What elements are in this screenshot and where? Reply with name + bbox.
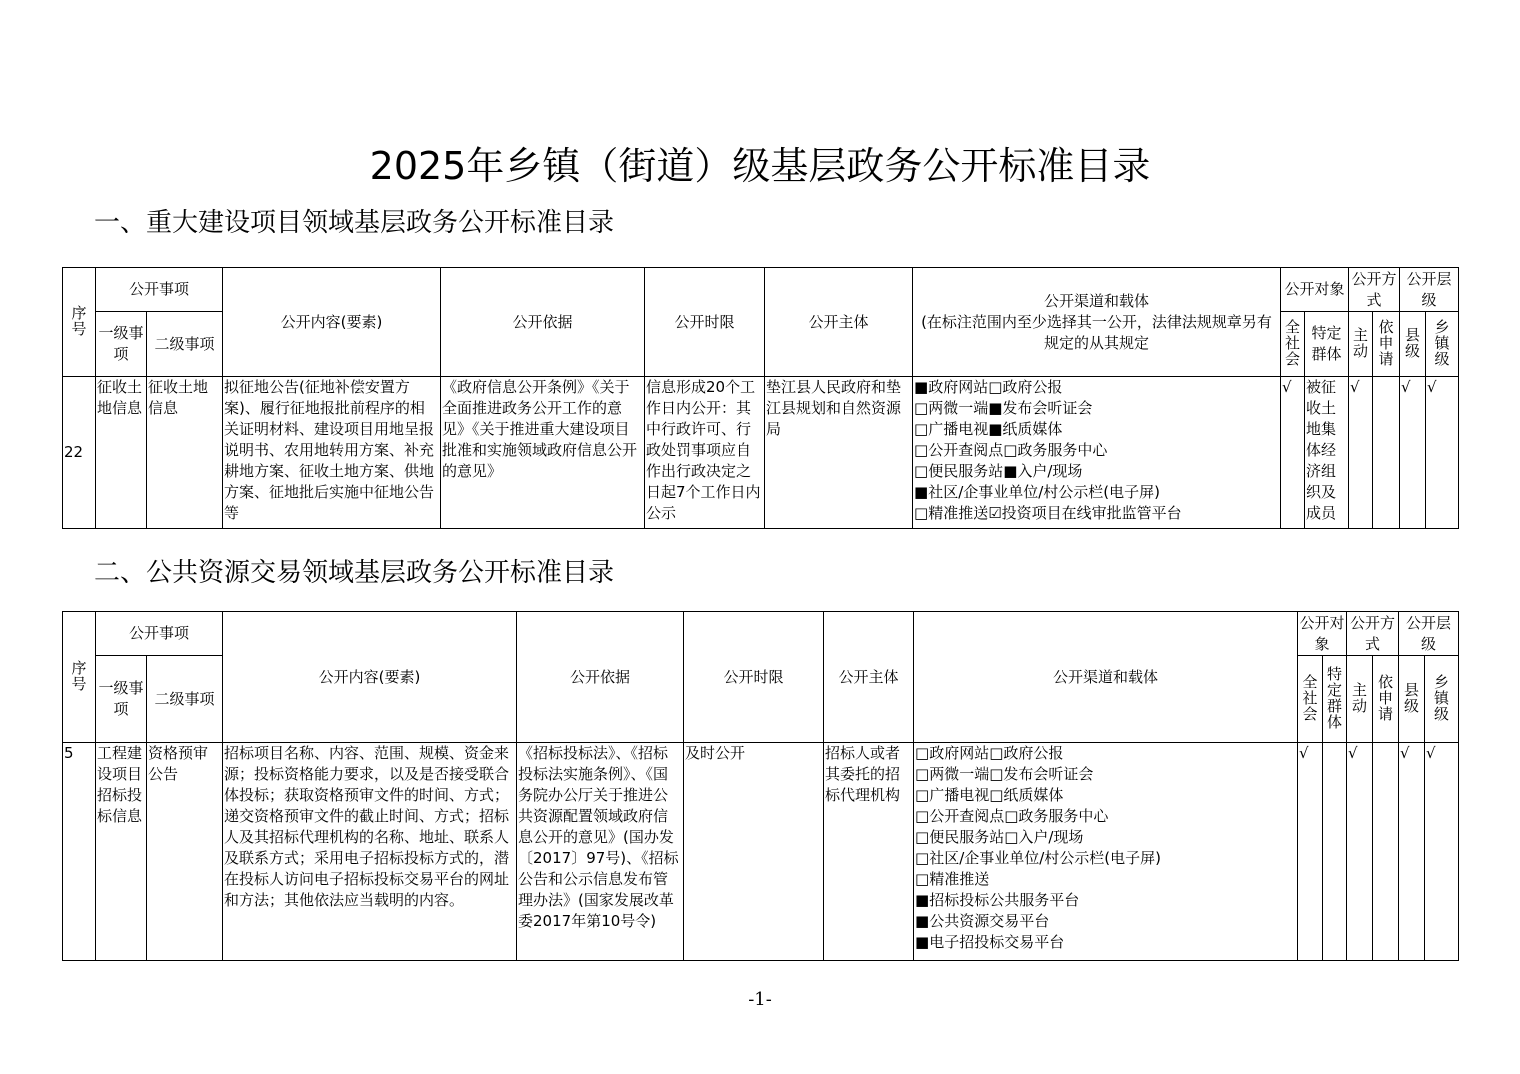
cell-specific-group: 被征收土地集体经济组织及成员 (1305, 377, 1349, 529)
header-active: 主动 (1349, 312, 1373, 377)
section-heading-major-projects: 一、重大建设项目领域基层政务公开标准目录 (94, 208, 615, 238)
header-subject: 公开主体 (824, 612, 914, 743)
page-number: -1- (748, 989, 772, 1010)
header-matter: 公开事项 (96, 612, 223, 656)
section-heading-public-resources: 二、公共资源交易领域基层政务公开标准目录 (94, 558, 615, 588)
header-county: 县级 (1399, 656, 1425, 743)
header-channel-note: (在标注范围内至少选择其一公开，法律法规规章另有规定的从其规定 (921, 312, 1272, 352)
cell-level2: 征收土地信息 (147, 377, 223, 529)
channel-line: □便民服务站■入户/现场 (914, 462, 1083, 480)
header-time: 公开时限 (645, 268, 765, 377)
header-all-society: 全社会 (1298, 656, 1323, 743)
header-level1: 一级事项 (96, 312, 147, 377)
public-resources-table (62, 611, 1459, 961)
header-channel-title: 公开渠道和载体 (1044, 291, 1150, 310)
header-level: 公开层级 (1399, 612, 1459, 656)
header-level1: 一级事项 (96, 656, 147, 743)
header-seq: 序号 (63, 612, 96, 743)
header-content: 公开内容(要素) (223, 612, 517, 743)
channel-line: □两微一端■发布会听证会 (914, 399, 1093, 417)
cell-on-request (1373, 377, 1400, 529)
cell-channels (914, 743, 1298, 961)
header-content: 公开内容(要素) (223, 268, 441, 377)
cell-seq: 5 (63, 743, 96, 961)
header-active: 主动 (1347, 656, 1373, 743)
header-time: 公开时限 (684, 612, 824, 743)
major-projects-table (62, 267, 1459, 529)
cell-basis: 《招标投标法》、《招标投标法实施条例》、《国务院办公厅关于推进公共资源配置领域政府信息公开的意见》(国办发〔2017〕97号)、《招标公告和公示信息发布管理办法》(国家发展改革委2017年第10号令) (517, 743, 684, 961)
header-on-request: 依申请 (1373, 312, 1400, 377)
channel-line: □精准推送☑投资项目在线审批监管平台 (914, 504, 1182, 522)
header-matter: 公开事项 (96, 268, 223, 312)
header-channel (913, 268, 1281, 377)
header-level: 公开层级 (1400, 268, 1459, 312)
channel-line: □公开查阅点□政务服务中心 (915, 807, 1109, 825)
header-mode: 公开方式 (1349, 268, 1400, 312)
cell-level1: 工程建设项目招标投标信息 (96, 743, 147, 961)
header-seq: 序号 (63, 268, 96, 377)
cell-county: √ (1399, 743, 1425, 961)
header-level2: 二级事项 (147, 312, 223, 377)
channel-line: ■社区/企事业单位/村公示栏(电子屏) (914, 483, 1161, 501)
cell-county: √ (1400, 377, 1426, 529)
channel-line: ■公共资源交易平台 (915, 912, 1050, 930)
header-basis: 公开依据 (517, 612, 684, 743)
header-township: 乡镇级 (1426, 312, 1459, 377)
cell-subject: 招标人或者其委托的招标代理机构 (824, 743, 914, 961)
header-channel: 公开渠道和载体 (914, 612, 1298, 743)
channel-line: □广播电视□纸质媒体 (915, 786, 1064, 804)
header-specific-group: 特定群体 (1305, 312, 1349, 377)
cell-basis: 《政府信息公开条例》《关于全面推进政务公开工作的意见》《关于推进重大建设项目批准和实施领域政府信息公开的意见》 (441, 377, 645, 529)
channel-line: □政府网站□政府公报 (915, 744, 1064, 762)
header-specific-group: 特定群体 (1323, 656, 1347, 743)
cell-content: 招标项目名称、内容、范围、规模、资金来源；投标资格能力要求，以及是否接受联合体投标；获取资格预审文件的时间、方式；递交资格预审文件的截止时间、方式；招标人及其招标代理机构的名称、地址、联系人及联系方式；采用电子招标投标方式的，潜在投标人访问电子招标投标交易平台的网址和方法；其他依法应当载明的内容。 (223, 743, 517, 961)
header-county: 县级 (1400, 312, 1426, 377)
cell-township: √ (1426, 377, 1459, 529)
cell-active: √ (1347, 743, 1373, 961)
channel-line: ■电子招投标交易平台 (915, 933, 1065, 951)
header-subject: 公开主体 (765, 268, 913, 377)
channel-line: ■招标投标公共服务平台 (915, 891, 1080, 909)
cell-active: √ (1349, 377, 1373, 529)
channel-line: □便民服务站□入户/现场 (915, 828, 1084, 846)
cell-township: √ (1425, 743, 1459, 961)
cell-all-society: √ (1281, 377, 1305, 529)
document-title: 2025年乡镇（街道）级基层政务公开标准目录 (369, 144, 1151, 188)
header-target: 公开对象 (1281, 268, 1349, 312)
header-mode: 公开方式 (1347, 612, 1399, 656)
channel-line: □广播电视■纸质媒体 (914, 420, 1063, 438)
cell-on-request (1373, 743, 1399, 961)
cell-all-society: √ (1298, 743, 1323, 961)
channel-line: ■政府网站□政府公报 (914, 378, 1063, 396)
channel-line: □精准推送 (915, 870, 990, 888)
cell-time: 及时公开 (684, 743, 824, 961)
cell-specific-group (1323, 743, 1347, 961)
channel-line: □公开查阅点□政务服务中心 (914, 441, 1108, 459)
header-township: 乡镇级 (1425, 656, 1459, 743)
header-basis: 公开依据 (441, 268, 645, 377)
table-row (63, 377, 1459, 529)
cell-channels (913, 377, 1281, 529)
cell-level1: 征收土地信息 (96, 377, 147, 529)
header-all-society: 全社会 (1281, 312, 1305, 377)
cell-time: 信息形成20个工作日内公开：其中行政许可、行政处罚事项应自作出行政决定之日起7个工作日内公示 (645, 377, 765, 529)
header-level2: 二级事项 (147, 656, 223, 743)
cell-subject: 垫江县人民政府和垫江县规划和自然资源局 (765, 377, 913, 529)
channel-line: □两微一端□发布会听证会 (915, 765, 1094, 783)
table-row (63, 743, 1459, 961)
cell-seq: 22 (63, 377, 96, 529)
cell-level2: 资格预审公告 (147, 743, 223, 961)
header-target: 公开对象 (1298, 612, 1347, 656)
cell-content: 拟征地公告(征地补偿安置方案)、履行征地报批前程序的相关证明材料、建设项目用地呈报说明书、农用地转用方案、补充耕地方案、征收土地方案、供地方案、征地批后实施中征地公告等 (223, 377, 441, 529)
header-on-request: 依申请 (1373, 656, 1399, 743)
channel-line: □社区/企事业单位/村公示栏(电子屏) (915, 849, 1162, 867)
